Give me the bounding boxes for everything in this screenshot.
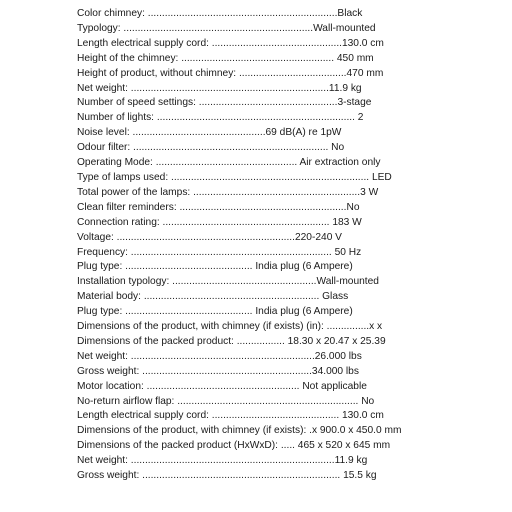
spec-line: Dimensions of the packed product: ................. 18.30 x 20.47 x 25.39 bbox=[77, 335, 386, 347]
spec-line: Height of the chimney: ...................................................... 450 mm bbox=[77, 52, 374, 64]
spec-line: Noise level: ...............................................69 dB(A) re 1pW bbox=[77, 127, 342, 139]
spec-line: No-return airflow flap: ................................................................ No bbox=[77, 395, 375, 407]
spec-line: Plug type: ............................................. India plug (6 Ampere) bbox=[77, 261, 353, 273]
spec-line: Installation typology: ...................................................Wall-mounted bbox=[77, 276, 379, 288]
spec-line: Typology: ...................................................................Wall-mounted bbox=[77, 22, 376, 34]
spec-line: Motor location: ...................................................... Not applicable bbox=[77, 380, 367, 392]
spec-line: Height of product, without chimney: ......................................470 mm bbox=[77, 67, 384, 79]
spec-line: Total power of the lamps: ...........................................................3 W bbox=[77, 186, 379, 198]
spec-line: Net weight: ........................................................................11.9 kg bbox=[77, 455, 368, 467]
spec-line: Connection rating: ........................................................... 183 W bbox=[77, 216, 362, 228]
spec-line: Operating Mode: .................................................. Air extraction only bbox=[77, 157, 381, 169]
spec-list bbox=[77, 7, 433, 484]
spec-line: Color chimney: ...................................................................Black bbox=[77, 8, 363, 19]
spec-line: Gross weight: ...................................................................... 15.5 kg bbox=[77, 470, 377, 482]
spec-line: Clean filter reminders: ...........................................................No bbox=[77, 201, 360, 213]
spec-line: Number of lights: ...................................................................... 2 bbox=[77, 112, 364, 124]
spec-line: Length electrical supply cord: ..............................................130.0 cm bbox=[77, 37, 384, 49]
spec-line: Dimensions of the product, with chimney (if exists) (in): ...............x x bbox=[77, 321, 383, 333]
spec-line: Odour filter: ..................................................................... No bbox=[77, 142, 345, 154]
spec-line: Number of speed settings: .................................................3-stage bbox=[77, 97, 372, 109]
spec-line: Length electrical supply cord: ............................................. 130.0 cm bbox=[77, 410, 384, 422]
spec-line: Net weight: ......................................................................11.9 kg bbox=[77, 82, 362, 94]
spec-line: Gross weight: ............................................................34.000 lbs bbox=[77, 365, 359, 377]
spec-line: Material body: .............................................................. Glass bbox=[77, 291, 349, 303]
spec-line: Frequency: ....................................................................... 50 Hz bbox=[77, 246, 362, 258]
spec-line: Net weight: .................................................................26.000 lbs bbox=[77, 350, 362, 362]
spec-line: Voltage: ...............................................................220-240 V bbox=[77, 231, 342, 243]
spec-line: Type of lamps used: ...................................................................... LED bbox=[77, 171, 392, 183]
spec-line: Dimensions of the product, with chimney (if exists): .x 900.0 x 450.0 mm bbox=[77, 425, 402, 437]
spec-line: Plug type: ............................................. India plug (6 Ampere) bbox=[77, 306, 353, 318]
spec-line: Dimensions of the packed product (HxWxD): ..... 465 x 520 x 645 mm bbox=[77, 440, 391, 452]
